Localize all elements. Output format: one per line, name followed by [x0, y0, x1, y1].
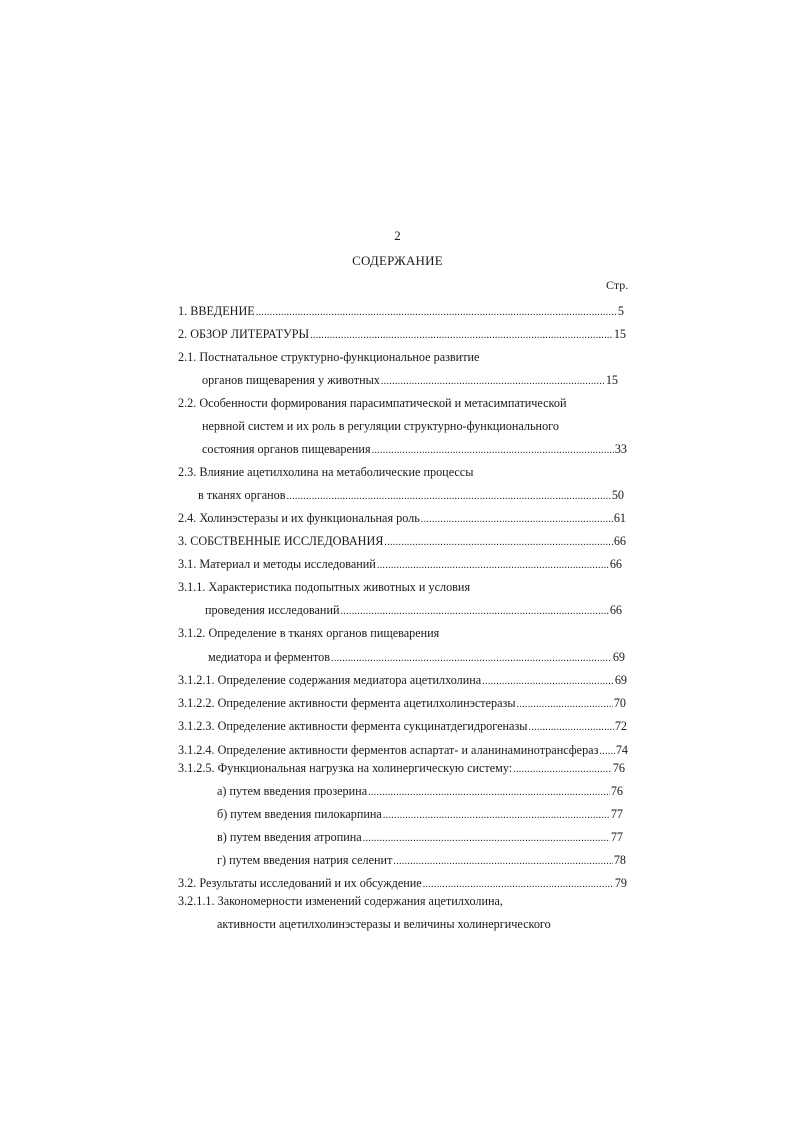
toc-entry-text: 2.3. Влияние ацетилхолина на метаболические процессы [178, 465, 474, 479]
toc-entry-text: 3.1.2.2. Определение активности фермента ацетилхолинэстеразы [178, 696, 516, 710]
toc-entry-text: 2.2. Особенности формирования парасимпатической и метасимпатической [178, 396, 567, 410]
toc-entry-text: в) путем введения атропина [217, 830, 362, 844]
toc-entry [178, 719, 627, 733]
toc-entry-text: 3.1.2. Определение в тканях органов пищеварения [178, 626, 440, 640]
dot-leader [381, 373, 605, 387]
toc-entry-text: 3.1.2.4. Определение активности ферментов аспартат- и аланинаминотрансфераз [178, 743, 599, 757]
dot-leader [528, 719, 613, 733]
toc-entry-text: 3.1.2.5. Функциональная нагрузка на холинергическую систему: [178, 761, 513, 775]
toc-entry-page: 69 [612, 650, 625, 664]
toc-entry-text: 2.1. Постнатальное структурно-функциональное развитие [178, 350, 480, 364]
toc-entry [178, 673, 627, 687]
toc-entry-page: 72 [614, 719, 627, 733]
dot-leader [363, 830, 610, 844]
toc-entry-text: активности ацетилхолинэстеразы и величины холинергического [217, 917, 551, 931]
toc-entry-page: 66 [609, 603, 622, 617]
toc-entry-page: 77 [610, 830, 623, 844]
toc-entry [178, 696, 626, 710]
dot-leader [517, 696, 613, 710]
toc-entry-text: 3.1. Материал и методы исследований [178, 557, 376, 571]
toc-entry [217, 853, 626, 867]
toc-entry-text: медиатора и ферментов [208, 650, 331, 664]
toc-entry [217, 807, 623, 821]
toc-entry-page: 69 [614, 673, 627, 687]
toc-entry [178, 743, 628, 757]
page-column-label: Стр. [606, 278, 629, 292]
toc-entry-page: 78 [613, 853, 626, 867]
toc-entry-text: 3.1.2.1. Определение содержания медиатора ацетилхолина [178, 673, 482, 687]
toc-entry-text: г) путем введения натрия селенит [217, 853, 393, 867]
toc-entry-page: 70 [613, 696, 626, 710]
toc-entry-text: органов пищеварения у животных [202, 373, 380, 387]
toc-entry-page: 76 [612, 761, 625, 775]
toc-entry [178, 327, 626, 341]
dot-leader [482, 673, 614, 687]
toc-entry-text: б) путем введения пилокарпина [217, 807, 382, 821]
dot-leader [331, 650, 612, 664]
toc-entry-page: 74 [615, 743, 628, 757]
toc-entry-text: нервной систем и их роль в регуляции структурно-функционального [202, 419, 559, 433]
dot-leader [341, 603, 609, 617]
dot-leader [372, 442, 614, 456]
toc-entry-page: 5 [617, 304, 624, 318]
page-title: СОДЕРЖАНИЕ [352, 253, 443, 268]
dot-leader [384, 534, 612, 548]
dot-leader [310, 327, 613, 341]
page-number: 2 [394, 228, 401, 243]
dot-leader [256, 304, 617, 318]
toc-entry-page: 33 [614, 442, 627, 456]
dot-leader [287, 488, 611, 502]
toc-entry [217, 784, 623, 798]
toc-entry-text: 3.2.1.1. Закономерности изменений содержания ацетилхолина, [178, 894, 503, 908]
toc-entry-text: 2.4. Холинэстеразы и их функциональная роль [178, 511, 420, 525]
toc-entry-page: 61 [613, 511, 626, 525]
toc-entry-page: 77 [610, 807, 623, 821]
toc-entry [178, 557, 622, 571]
toc-entry-text: а) путем введения прозерина [217, 784, 368, 798]
dot-leader [377, 557, 609, 571]
toc-entry-page: 79 [614, 876, 627, 890]
toc-entry-text: 3. СОБСТВЕННЫЕ ИССЛЕДОВАНИЯ [178, 534, 384, 548]
toc-entry [202, 373, 618, 387]
toc-entry-text: 3.1.2.3. Определение активности фермента сукцинатдегидрогеназы [178, 719, 528, 733]
dot-leader [599, 743, 614, 757]
dot-leader [368, 784, 610, 798]
toc-entry [198, 488, 624, 502]
toc-entry [178, 761, 625, 775]
toc-entry [178, 876, 627, 890]
toc-entry [208, 650, 625, 664]
toc-entry-page: 76 [610, 784, 623, 798]
toc-entry [178, 511, 626, 525]
toc-entry-page: 66 [613, 534, 626, 548]
toc-entry [217, 830, 623, 844]
toc-entry-page: 15 [605, 373, 618, 387]
toc-entry-text: 3.2. Результаты исследований и их обсуждение [178, 876, 422, 890]
toc-entry [178, 534, 626, 548]
toc-entry-page: 66 [609, 557, 622, 571]
dot-leader [383, 807, 610, 821]
toc-entry-page: 50 [611, 488, 624, 502]
toc-entry-text: в тканях органов [198, 488, 286, 502]
toc-entry-page: 15 [613, 327, 626, 341]
dot-leader [393, 853, 612, 867]
toc-entry-text: 2. ОБЗОР ЛИТЕРАТУРЫ [178, 327, 310, 341]
toc-entry [178, 304, 624, 318]
dot-leader [513, 761, 612, 775]
toc-entry-text: проведения исследований [205, 603, 340, 617]
dot-leader [423, 876, 614, 890]
toc-entry [202, 442, 627, 456]
toc-entry-text: 3.1.1. Характеристика подопытных животных и условия [178, 580, 471, 594]
toc-entry [205, 603, 622, 617]
toc-entry-text: состояния органов пищеварения [202, 442, 371, 456]
toc-entry-text: 1. ВВЕДЕНИЕ [178, 304, 255, 318]
dot-leader [421, 511, 613, 525]
